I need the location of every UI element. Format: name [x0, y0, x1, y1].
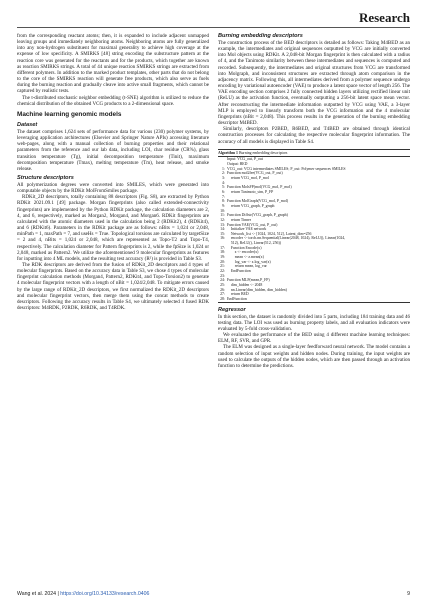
line-text: return VCG_graph, P_graph — [227, 203, 275, 208]
doi-link[interactable]: https://doi.org/10.34133/research.0406 — [60, 591, 150, 597]
line-text: Function Diffstr(VCG_graph, P_graph) — [227, 213, 288, 218]
line-number: 1: — [222, 166, 225, 171]
paragraph: RDKit_2D descriptors, totally containing 88 descriptors (Fig. S8), are extracted by Python RDKit 2021.09.1 [49] package. Morgan fingerprints (also called extended-connectivity fingerprints) are implemented by the Python RDKit package, the calculation diameters are 2, 4, and 6, respectively, marked as Morgan2, Morgan4, and Morgan6. RDKit fingerprints are calculated with the atomic diameters used in the calculation being 2 (RDKit2), 4 (RDKit4), and 6 (RDKit6). Parameters in the RDKit package are as follows: nBits = 1,024 or 2,048, minPath = 1, maxPath = 7, and useHs = True. Topological torsions are calculated by targetSize = 2 and 4, nBits = 1,024 or 2,048, which are represented as Topo-T2 and Topo-T4, respectively. The calculation diameter for Pattern fingerprints is 2, while the fpSize is 1,024 or 2,048, marked as Pattern2. We utilize the aforementioned 9 molecular fingerprints as features for inputting into 4 ML models, and the resulting test accuracy (R²) is provided in Table S3. — [17, 194, 209, 262]
footer-citation — [17, 591, 149, 597]
line-text: return Tinner — [227, 217, 252, 222]
algorithm-box — [218, 149, 410, 303]
line-text: return mean, log_var — [227, 264, 267, 269]
line-number: 5: — [222, 185, 225, 190]
line-number: 7: — [222, 194, 225, 199]
paragraph: In this section, the dataset is randomly divided into 5 parts, including 184 training data and 46 testing data. The LOI was used as burning property labels, and all evaluation indicators were evaluated by 5-fold cross-validation. — [218, 313, 410, 332]
line-number: 16: — [220, 236, 225, 241]
line-text: Function MolGraph(VCG_mol, P_mol) — [227, 199, 289, 204]
line-number: 22: — [220, 269, 225, 274]
line-text: Function Encode(x) — [227, 245, 262, 250]
right-column — [218, 33, 410, 369]
line-number: 6: — [222, 189, 225, 194]
line-number: 9: — [222, 203, 225, 208]
line-text: Function mol2fee(VCG_out, P_out) — [227, 171, 283, 176]
line-number: 24: — [220, 278, 225, 283]
line-text: z <- encoder(x) — [227, 250, 259, 255]
line-number: 3: — [222, 175, 225, 180]
page-number: 9 — [407, 591, 410, 597]
paragraph: The ELM was designed as a single-layer feedforward neural network. The model contains a random selection of input weights and hidden nodes. During training, the input weights are used to calculate the outputs of the hidden nodes, which are then passed through an activation function to determine the predictions. — [218, 344, 410, 369]
line-number: 27: — [220, 292, 225, 297]
line-text: Function VAE(VCG_out, P_out) — [227, 222, 278, 227]
line-number: 20: — [220, 259, 225, 264]
paragraph: The construction process of the BED descriptors is detailed as follows: Taking M4BED as an example, the intermediates and original sequences outputted by VCG are initially converted into Mol objects using RDKit. A 2,048-bit Morgan fingerprint is then calculated with a radius of 4, and the Tanimoto similarity between these intermediates and sequences is computed and recorded. Subsequently, the intermediates and original structures from VCG are transformed into Molgraph, and inconsistent structures are extracted through atom comparison in the adjacency matrix. Following this, all intermediates derived from a polymer sequence undergo encoding by variational autoencoder (VAE) to produce a latent space vector of length 256. The VAE encoding section comprises 2 fully connected hidden layers utilizing rectified linear unit (ReLU) as the activation function, eventually outputting a 256-bit latent space mean vector. After reconstructing the intermediate information outputted by VCG using VAE, a 3-layer MLP is employed to linearly transform both the VCG information and the 4 molecular fingerprints (nBit = 2,048). This process results in the generation of the burning embedding descriptor M4BED. — [218, 40, 410, 127]
subsection-heading: Regressor — [218, 306, 246, 313]
line-number: 18: — [220, 250, 225, 255]
algorithm-line — [218, 297, 410, 302]
line-text: Input: VCG_out, P_out — [227, 157, 263, 162]
paragraph: The t-distributed stochastic neighbor embedding (t-SNE) algorithm is utilized to reduce the chemical distribution of the obtained VCG products to a 2-dimensional space. — [17, 94, 209, 107]
line-text: EndFunction — [227, 297, 247, 301]
line-number: 21: — [220, 264, 225, 269]
line-number: 17: — [220, 245, 225, 250]
subsection-heading: Structure descriptors — [17, 174, 74, 181]
line-number: 15: — [220, 231, 225, 236]
line-number: 26: — [220, 287, 225, 292]
paragraph: from the corresponding reactant atoms; then, it is expanded to include adjacent unmapped leaving groups and immediately neighboring atoms. Neighboring atoms are fully generalized into any non-hydrogen substituent for maximal generality to achieve high coverage at the expense of low specificity. A SMIRKS [48] string encoding the substructure pattern at the reaction core was generated for the reactants and for the products, which together are known as reaction SMIRKS strings. A total of 44 unique reaction SMIRKS strings are extracted from different polymers. In addition to the marked product templates, other parts that do not belong to the core of the SMIRKS reaction will generate free products, which also serve as fuels during the burning reaction and gradually cleave into active small fragments, which cannot be captured by realistic tests. — [17, 33, 209, 95]
line-number: 13: — [220, 222, 225, 227]
line-text: Network_list <- [1024, 1024, 512], Latent_dim=256 — [227, 231, 312, 236]
citation-text: Wang et al. 2024 | — [17, 591, 59, 597]
right-column-bottom — [218, 307, 410, 369]
line-text: mean <- z.mean(x) — [227, 255, 264, 260]
algorithm-lines — [218, 157, 410, 301]
line-text: VCG_out: VCG intermediates SMILES; P_out: Polymer sequences SMILES — [227, 166, 346, 171]
paragraph: All polymerization degrees were converted into SMILES, which were generated into computable objects by the RDKit MolFromSmiles package. — [17, 181, 209, 195]
line-text: Initialize VAE network — [227, 227, 267, 232]
algorithm-name: Burning embedding descriptors — [238, 150, 288, 155]
line-text: return VCG_mol, P_mol — [227, 175, 269, 180]
line-text: return BED — [227, 292, 249, 297]
line-text: Function MolsFP(mol(VCG_mol, P_mol) — [227, 185, 292, 190]
line-text: encoder <- torch.nn.Sequential(Linear(2048, 1024), ReLU(), Linear(1024, — [227, 236, 346, 241]
paragraph: We evaluated the performance of the BED using 4 different machine learning techniques: ELM, RF, SVR, and GPR. — [218, 332, 410, 345]
line-text: Output: BED — [227, 161, 248, 166]
subsection-heading: Dataset — [17, 121, 38, 128]
paragraph: The RDK descriptors are derived from the fusion of RDKit_2D descriptors and 4 types of molecular fingerprints. Based on the accuracy data in Table S3, we chose 4 types of molecular fingerprint calculation methods (Morgan4, Pattern2, RDKit4, and Topo-Torsion2) to generate 4 molecular fingerprint vectors with a length of nBit = 1,024/2,048. To mitigate errors caused by the large range of RDKit_2D descriptors, we first normalized the RDKit_2D descriptors and molecular fingerprint vectors, then merge them using the concat methods to create descriptors. Following the accuracy results in Table S4, we ultimately selected 4 fused RDK descriptors: M4RDK, P2RDK, R6RDK, and T4RDK. — [17, 262, 209, 312]
paragraph: The dataset comprises 1,624 sets of performance data for various (230) polymer systems, by leveraging application architectures (Elsevier and Springer Nature APIs) accessing literature web-pages, along with a manual collection of burning properties and their relational parameters from the reference and our lab data, including LOI, char residue (CR%), glass transition temperature (Tg), initial decomposition temperature (Tinit), maximum decomposition temperature (Tmax), melting temperature (Tm), heat release, and smoke release. — [17, 128, 209, 172]
line-text: nn.Linear(dim_hidden, dim_hidden) — [227, 287, 287, 292]
algorithm-title — [218, 150, 410, 158]
line-number: 14: — [220, 227, 225, 232]
line-text: 512), ReLU(), Linear(512, 256)) — [227, 241, 282, 246]
right-column-top — [218, 33, 410, 145]
section-heading: Machine learning genomic models — [17, 110, 122, 118]
line-text: dim_hidden <- 2048 — [227, 283, 263, 288]
line-number: 23: — [220, 273, 225, 278]
line-text: EndFunction — [227, 269, 251, 274]
line-text: log_var <- z.log_var(x) — [227, 259, 271, 264]
line-number: 28: — [220, 297, 225, 301]
header-rule — [17, 27, 410, 28]
line-number: 4: — [222, 180, 225, 185]
journal-title: Research — [358, 10, 410, 25]
line-number: 11: — [220, 213, 225, 218]
line-number: 10: — [220, 208, 225, 213]
line-text: return Tanimoto_sim, P_FP — [227, 189, 274, 194]
subsection-heading: Burning embedding descriptors — [218, 33, 303, 39]
line-number: 12: — [220, 217, 225, 222]
line-number: 19: — [220, 255, 225, 260]
line-number: 25: — [220, 283, 225, 288]
line-number: 2: — [222, 171, 225, 176]
paragraph: Similarly, descriptors P2BED, R6BED, and T4BED are obtained through identical construction processes for calculating the respective molecular fingerprint information. The accuracy of all models is displayed in Table S4. — [218, 126, 410, 145]
left-column — [17, 33, 209, 311]
line-number: 8: — [222, 199, 225, 204]
algorithm-label: Algorithm 1 — [218, 150, 238, 155]
line-text: Function MLP(mean,P_FP) — [227, 278, 270, 283]
